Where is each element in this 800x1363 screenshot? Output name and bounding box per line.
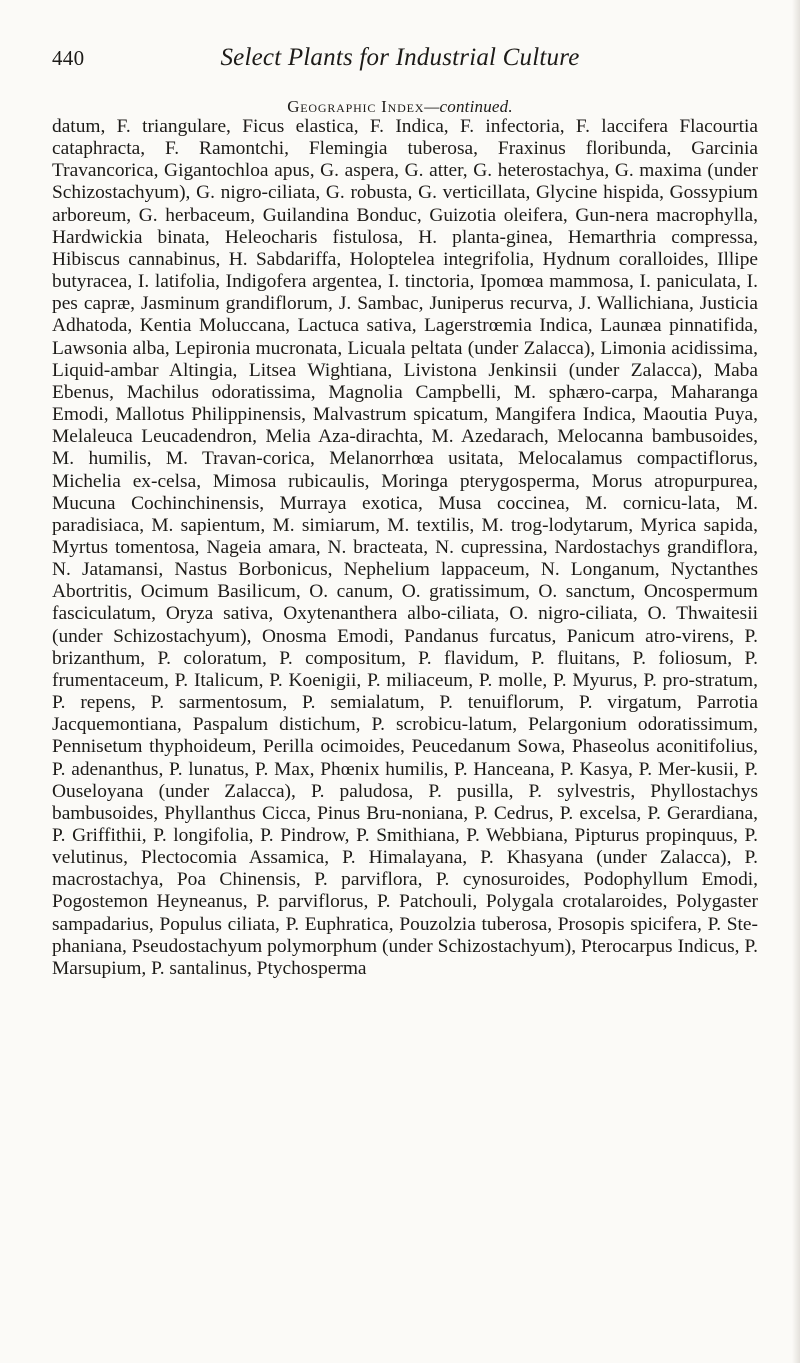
index-body-text: datum, F. triangulare, Ficus elastica, F. Indica, F. infectoria, F. laccifera Flacourtia cataphracta, F. Ramontchi, Flemingia tuberosa, Fraxinus floribunda, Garcinia Travancorica, Gigantochloa apus, G. aspera, G. atter, G. heterostachya, G. maxima (under Schizostachyum), G. nigro-ciliata, G. robusta, G. verticillata, Glycine hispida, Gossypium arboreum, G. herbaceum, Guilandina Bonduc, Guizotia oleifera, Gun-nera macrophylla, Hardwickia binata, Heleocharis fistulosa, H. planta-ginea, Hemarthria compressa, Hibiscus cannabinus, H. Sabdariffa, Holoptelea integrifolia, Hydnum coralloides, Illipe butyracea, I. latifolia, Indigofera argentea, I. tinctoria, Ipomœa mammosa, I. paniculata, I. pes capræ, Jasminum grandiflorum, J. Sambac, Juniperus recurva, J. Wallichiana, Justicia Adhatoda, Kentia Moluccana, Lactuca sativa, Lagerstrœmia Indica, Launæa pinnatifida, Lawsonia alba, Lepironia mucronata, Licuala peltata (under Zalacca), Limonia acidissima, Liquid-ambar Altingia, Litsea Wightiana, Livistona Jenkinsii (under Zalacca), Maba Ebenus, Machilus odoratissima, Magnolia Campbelli, M. sphæro-carpa, Maharanga Emodi, Mallotus Philippinensis, Malvastrum spicatum, Mangifera Indica, Maoutia Puya, Melaleuca Leucadendron, Melia Aza-dirachta, M. Azedarach, Melocanna bambusoides, M. humilis, M. Travan-corica, Melanorrhœa usitata, Melocalamus compactiflorus, Michelia ex-celsa, Mimosa rubicaulis, Moringa pterygosperma, Morus atropurpurea, Mucuna Cochinchinensis, Murraya exotica, Musa coccinea, M. cornicu-lata, M. paradisiaca, M. sapientum, M. simiarum, M. textilis, M. trog-lodytarum, Myrica sapida, Myrtus tomentosa, Nageia amara, N. bracteata, N. cupressina, Nardostachys grandiflora, N. Jatamansi, Nastus Borbonicus, Nephelium lappaceum, N. Longanum, Nyctanthes Abortritis, Ocimum Basilicum, O. canum, O. gratissimum, O. sanctum, Oncospermum fasciculatum, Oryza sativa, Oxytenanthera albo-ciliata, O. nigro-ciliata, O. Thwaitesii (under Schizostachyum), Onosma Emodi, Pandanus furcatus, Panicum atro-virens, P. brizanthum, P. coloratum, P. compositum, P. flavidum, P. fluitans, P. foliosum, P. frumentaceum, P. Italicum, P. Koenigii, P. miliaceum, P. molle, P. Myurus, P. pro-stratum, P. repens, P. sarmentosum, P. semialatum, P. tenuiflorum, P. virgatum, Parrotia Jacquemontiana, Paspalum distichum, P. scrobicu-latum, Pelargonium odoratissimum, Pennisetum thyphoideum, Perilla ocimoides, Peucedanum Sowa, Phaseolus aconitifolius, P. adenanthus, P. lunatus, P. Max, Phœnix humilis, P. Hanceana, P. Kasya, P. Mer-kusii, P. Ouseloyana (under Zalacca), P. paludosa, P. pusilla, P. sylvestris, Phyllostachys bambusoides, Phyllanthus Cicca, Pinus Bru-noniana, P. Cedrus, P. excelsa, P. Gerardiana, P. Griffithii, P. longifolia, P. Pindrow, P. Smithiana, P. Webbiana, Pipturus propinquus, P. velutinus, Plectocomia Assamica, P. Himalayana, P. Khasyana (under Zalacca), P. macrostachya, Poa Chinensis, P. parviflora, P. cynosuroides, Podophyllum Emodi, Pogostemon Heyneanus, P. parviflorus, P. Patchouli, Polygala crotalaroides, Polygaster sampadarius, Populus ciliata, P. Euphratica, Pouzolzia tuberosa, Prosopis spicifera, P. Ste-phaniana, Pseudostachyum polymorphum (under Schizostachyum), Pterocarpus Indicus, P. Marsupium, P. santalinus, Ptychosperma xyxy=(52,116,758,979)
section-heading-continued: —continued. xyxy=(424,97,513,116)
section-heading-title: Geographic Index xyxy=(287,97,425,116)
section-heading xyxy=(0,97,800,117)
page-number: 440 xyxy=(52,46,85,70)
running-head: Select Plants for Industrial Culture xyxy=(220,44,580,71)
page-edge-shadow xyxy=(792,0,800,1363)
